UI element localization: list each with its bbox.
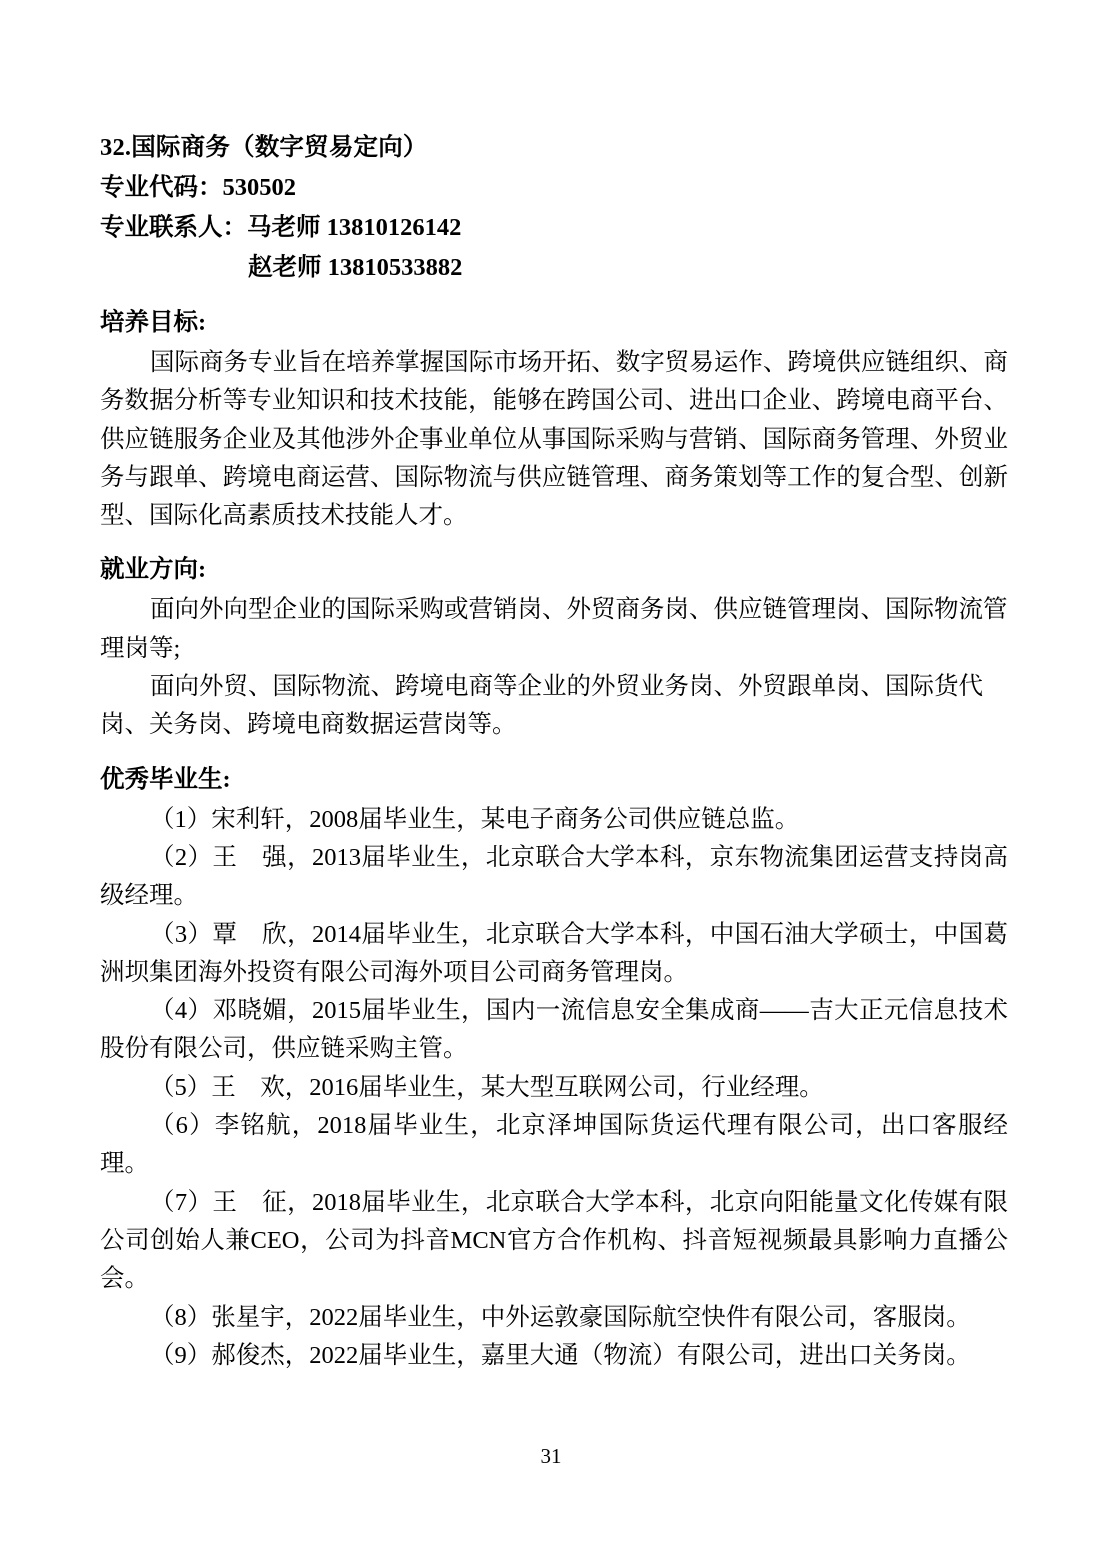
document-content xyxy=(100,128,1008,1375)
list-item: （6）李铭航，2018届毕业生，北京泽坤国际货运代理有限公司，出口客服经理。 xyxy=(100,1112,1008,1178)
page-number: 31 xyxy=(540,1444,562,1468)
major-code-line: 专业代码：530502 xyxy=(100,174,296,201)
section-heading-outstanding-graduates: 优秀毕业生: xyxy=(100,765,231,793)
contact-line-primary: 专业联系人：马老师 13810126142 xyxy=(100,214,462,241)
employment-direction-paragraph: 面向外向型企业的国际采购或营销岗、外贸商务岗、供应链管理岗、国际物流管理岗等; xyxy=(100,596,1008,662)
list-item: （3）覃 欣，2014届毕业生，北京联合大学本科，中国石油大学硕士，中国葛洲坝集团海外投资有限公司海外项目公司商务管理岗。 xyxy=(100,920,1008,986)
list-item: （4）邓晓媚，2015届毕业生，国内一流信息安全集成商——吉大正元信息技术股份有限公司，供应链采购主管。 xyxy=(100,997,1008,1063)
section-heading-employment-direction: 就业方向: xyxy=(100,556,207,584)
list-item: （2）王 强，2013届毕业生，北京联合大学本科，京东物流集团运营支持岗高级经理。 xyxy=(100,843,1008,910)
contact-line-secondary: 赵老师 13810533882 xyxy=(248,254,463,281)
list-item: （8）张星宇，2022届毕业生，中外运敦豪国际航空快件有限公司，客服岗。 xyxy=(150,1303,971,1331)
list-item: （7）王 征，2018届毕业生，北京联合大学本科，北京向阳能量文化传媒有限公司创始人兼CEO，公司为抖音MCN官方合作机构、抖音短视频最具影响力直播公会。 xyxy=(100,1188,1008,1293)
employment-direction-paragraph: 面向外贸、国际物流、跨境电商等企业的外贸业务岗、外贸跟单岗、国际货代岗、关务岗、跨境电商数据运营岗等。 xyxy=(100,673,983,739)
training-goal-body: 国际商务专业旨在培养掌握国际市场开拓、数字贸易运作、跨境供应链组织、商务数据分析等专业知识和技术技能，能够在跨国公司、进出口企业、跨境电商平台、供应链服务企业及其他涉外企事业单位从事国际采购与营销、国际商务管理、外贸业务与跟单、跨境电商运营、国际物流与供应链管理、商务策划等工作的复合型、创新型、国际化高素质技术技能人才。 xyxy=(100,349,1008,530)
section-heading-training-goal: 培养目标: xyxy=(100,309,207,336)
list-item: （1）宋利轩，2008届毕业生，某电子商务公司供应链总监。 xyxy=(150,805,800,833)
list-item: （5）王 欢，2016届毕业生，某大型互联网公司，行业经理。 xyxy=(150,1073,824,1101)
list-item: （9）郝俊杰，2022届毕业生，嘉里大通（物流）有限公司，进出口关务岗。 xyxy=(150,1341,971,1369)
page-title: 32.国际商务（数字贸易定向） xyxy=(100,134,428,161)
